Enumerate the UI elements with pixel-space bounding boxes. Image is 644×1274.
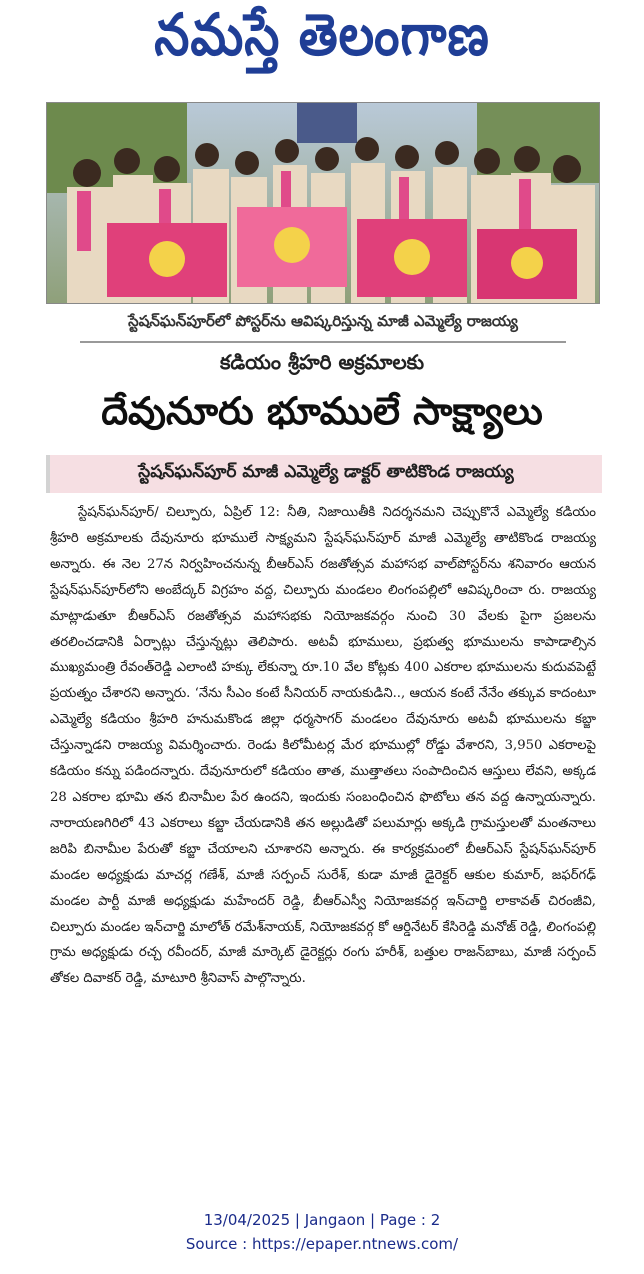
article-subheadline: స్టేషన్‌ఘన్‌పూర్ మాజీ ఎమ్మెల్యే డాక్టర్ తాటికొండ రాజయ్య [46,455,602,493]
article-headline: దేవునూరు భూములే సాక్ష్యాలు [101,389,543,433]
article-kicker: కడియం శ్రీహరి అక్రమాలకు [219,349,425,374]
source-link[interactable]: Source : https://epaper.ntnews.com/ [185,1235,459,1253]
article-body: స్టేషన్‌ఘన్‌పూర్/ చిల్పూరు, ఏప్రిల్ 12: నీతి, నిజాయితీకి నిదర్శనమని చెప్పుకొనే ఎమ్మెల్యే కడియం శ్రీహరి అక్రమాలకు దేవునూరు భూములే సాక్ష్యమని స్టేషన్‌ఘన్‌పూర్ మాజీ ఎమ్మెల్యే తాటికొండ రాజయ్య అన్నారు. ఈ నెల 27న నిర్వహించనున్న బీఆర్‌ఎస్ రజతోత్సవ మహాసభ వాల్‌పోస్టర్‌ను శనివారం ఆయన స్టేషన్‌ఘన్‌పూర్‌లోని అంబేద్కర్ విగ్రహం వద్ద, చిల్పూరు మండలం లింగంపల్లిలో ఆవిష్కరించా రు. రాజయ్య మాట్లాడుతూ బీఆర్‌ఎస్ రజతోత్సవ మహాసభకు నియోజకవర్గం నుంచి 30 వేలకు పైగా ప్రజలను తరలించడానికి ఏర్పాట్లు చేస్తున్నట్లు తెలిపారు. అటవీ భూములు, ప్రభుత్వ భూములను కాపాడాల్సిన ముఖ్యమంత్రి రేవంత్‌రెడ్డి ఎలాంటి హక్కు లేకున్నా రూ.10 వేల కోట్లకు 400 ఎకరాల భూములను కుదువపెట్టే ప్రయత్నం చేశారని అన్నారు. ‘నేను సీఎం కంటే సీనియర్ నాయకుడిని.., ఆయన కంటే నేనేం తక్కువ కాదంటూ ఎమ్మెల్యే కడియం శ్రీహరి హనుమకొండ జిల్లా ధర్మసాగర్ మండలం దేవునూరు అటవీ భూములను కబ్జా చేస్తున్నాడని రాజయ్య విమర్శించారు. రెండు కిలోమీటర్ల మేర భూముల్లో రోడ్డు వేశారని, 3,950 ఎకరాలపై కడియం కన్ను పడిందన్నారు. దేవునూరులో కడియం తాత, ముత్తాతలు సంపాదించిన ఆస్తులు లేవని, అక్కడ 28 ఎకరాల భూమి తన బినామీల పేర ఉందని, ఇందుకు సంబంధించిన ఫొటోలు తన వద్ద ఉన్నాయన్నారు. నారాయణగిరిలో 43 ఎకరాలు కబ్జా చేయడానికి తన అల్లుడితో పలుమార్లు అక్కడి గ్రామస్తులతో మంతనాలు జరిపి బినామీల పేరుతో కబ్జా చేయాలని చూశారని అన్నారు. ఈ కార్యక్రమంలో బీఆర్‌ఎస్ స్టేషన్‌ఘన్‌పూర్ మండల అధ్యక్షుడు మాచర్ల గణేశ్, మాజీ సర్పంచ్ సురేశ్, కుడా మాజీ డైరెక్టర్ ఆకుల కుమార్, జఫర్‌గఢ్ మండల పార్టీ మాజీ అధ్యక్షుడు మహేందర్ రెడ్డి, బీఆర్‌ఎస్వీ నియోజకవర్గ ఇన్‌చార్జి లాకావత్ చిరంజీవి, చిల్పూరు మండల ఇన్‌చార్జి మాలోత్ రమేశ్‌నాయక్, నియోజకవర్గ కో ఆర్డినేటర్ కేసిరెడ్డి మనోజ్ రెడ్డి, లింగంపల్లి గ్రామ అధ్యక్షుడు రచ్చ రవీందర్, మాజీ మార్కెట్ డైరెక్టర్లు రంగు హరీశ్, బత్తుల రాజన్‌బాబు, మాజీ సర్పంచ్ తోకల దివాకర్ రెడ్డి, మాటూరి శ్రీనివాస్ పాల్గొన్నారు. [50,505,596,987]
newspaper-masthead [0,1,644,78]
news-photo [46,102,600,304]
photo-illustration [47,103,599,303]
page-footer [0,1208,644,1256]
photo-caption: స్టేషన్‌ఘన్‌పూర్‌లో పోస్టర్‌ను ఆవిష్కరిస్తున్న మాజీ ఎమ్మెల్యే రాజయ్య [80,305,566,343]
edition-info: 13/04/2025 | Jangaon | Page : 2 [203,1211,441,1229]
masthead-title: నమస్తే తెలంగాణ [154,1,490,68]
